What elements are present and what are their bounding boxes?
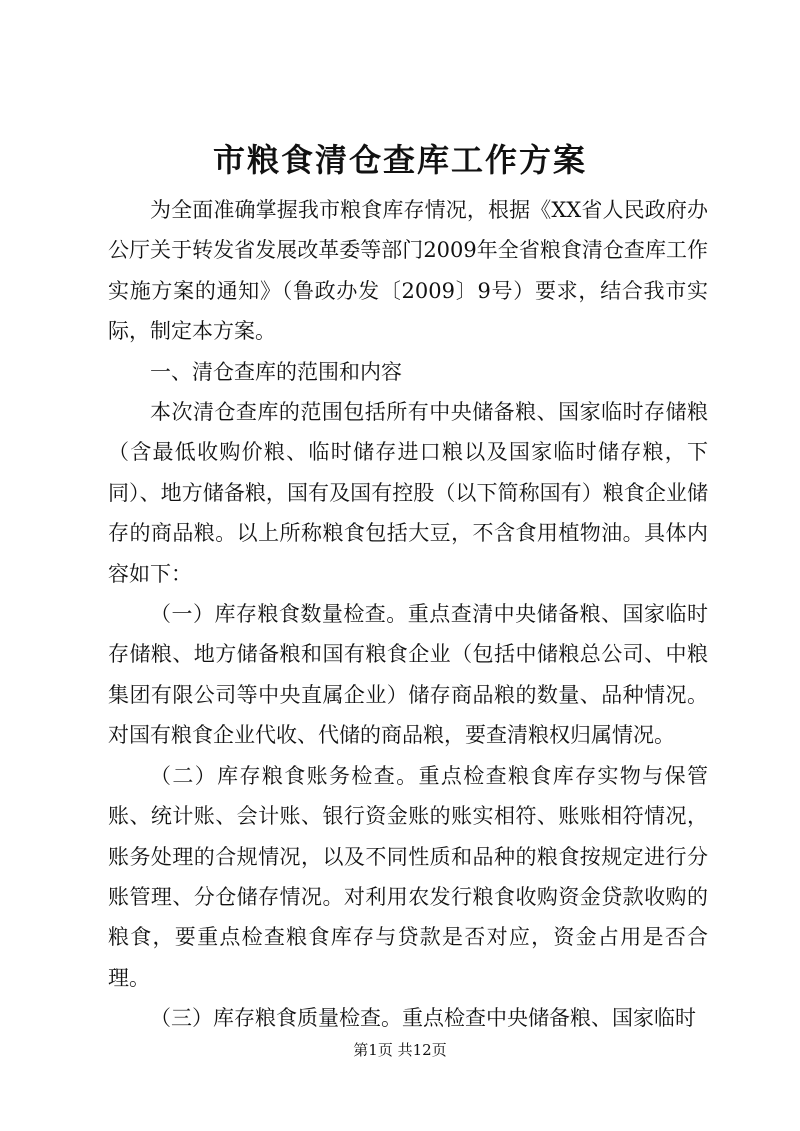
document-body — [108, 190, 708, 1039]
paragraph-quantity-check: （一）库存粮食数量检查。重点查清中央储备粮、国家临时存储粮、地方储备粮和国有粮食企业（包括中储粮总公司、中粮集团有限公司等中央直属企业）储存商品粮的数量、品种情况。对国有粮食企业代收、代储的商品粮，要查清粮权归属情况。 — [108, 602, 708, 748]
page-number: 第1页 共12页 — [353, 1041, 447, 1059]
paragraph-accounts-check: （二）库存粮食账务检查。重点检查粮食库存实物与保管账、统计账、会计账、银行资金账的账实相符、账账相符情况，账务处理的合规情况，以及不同性质和品种的粮食按规定进行分账管理、分仓储存情况。对利用农发行粮食收购资金贷款收购的粮食，要重点检查粮食库存与贷款是否对应，资金占用是否合理。 — [108, 763, 708, 990]
paragraph-scope: 本次清仓查库的范围包括所有中央储备粮、国家临时存储粮（含最低收购价粮、临时储存进口粮以及国家临时储存粮，下同）、地方储备粮，国有及国有控股（以下简称国有）粮食企业储存的商品粮。以上所称粮食包括大豆，不含食用植物油。具体内容如下： — [108, 400, 708, 586]
section-heading-scope: 一、清仓查库的范围和内容 — [150, 359, 402, 384]
paragraph-quality-check: （三）库存粮食质量检查。重点检查中央储备粮、国家临时 — [150, 1006, 696, 1031]
paragraph-intro: 为全面准确掌握我市粮食库存情况，根据《XX省人民政府办公厅关于转发省发展改革委等部门2009年全省粮食清仓查库工作实施方案的通知》（鲁政办发〔2009〕9号）要求，结合我市实际，制定本方案。 — [108, 198, 708, 344]
document-title: 市粮食清仓查库工作方案 — [212, 141, 587, 179]
